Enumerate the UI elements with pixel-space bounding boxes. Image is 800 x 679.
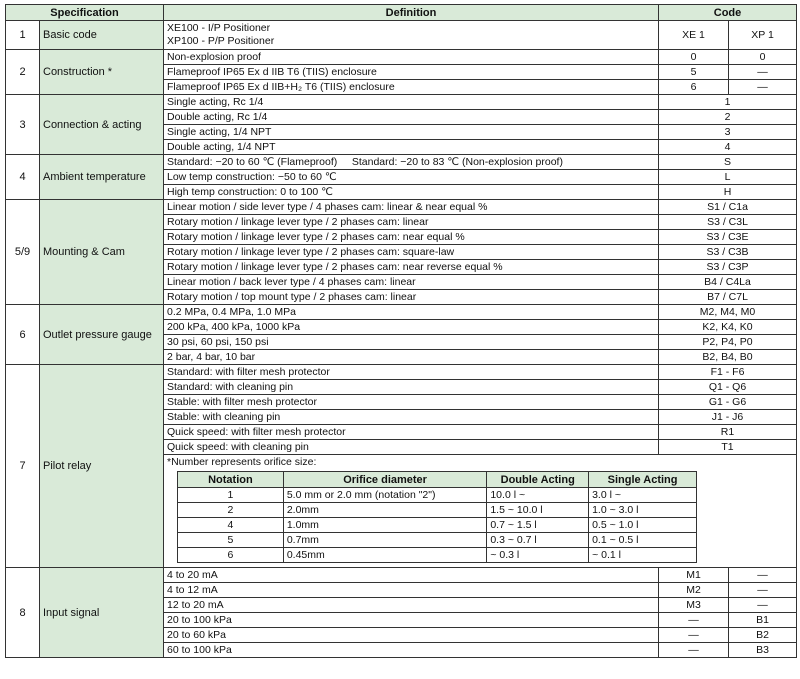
mounting-def: Rotary motion / linkage lever type / 2 phases cam: linear bbox=[164, 215, 659, 230]
outlet-def: 2 bar, 4 bar, 10 bar bbox=[164, 350, 659, 365]
orifice-notation: 5 bbox=[178, 533, 284, 548]
input-xe: — bbox=[659, 628, 729, 643]
header-definition: Definition bbox=[164, 5, 659, 21]
pilot-code: F1 - F6 bbox=[659, 365, 797, 380]
orifice-diameter: 1.0mm bbox=[283, 518, 487, 533]
mounting-number: 5/9 bbox=[6, 200, 40, 305]
input-xp: — bbox=[729, 568, 797, 583]
construction-def: Flameproof IP65 Ex d IIB T6 (TIIS) enclosure bbox=[164, 65, 659, 80]
pilot-code: J1 - J6 bbox=[659, 410, 797, 425]
basic-code-xe: XE 1 bbox=[659, 21, 729, 50]
pilot-code: T1 bbox=[659, 440, 797, 455]
mounting-def: Linear motion / back lever type / 4 phases cam: linear bbox=[164, 275, 659, 290]
input-def: 4 to 12 mA bbox=[164, 583, 659, 598]
outlet-code: K2, K4, K0 bbox=[659, 320, 797, 335]
orifice-header: Notation bbox=[178, 472, 284, 488]
input-xe: M1 bbox=[659, 568, 729, 583]
pilot-note-cell bbox=[164, 455, 797, 568]
orifice-header-row bbox=[178, 472, 697, 488]
connection-def: Single acting, Rc 1/4 bbox=[164, 95, 659, 110]
mounting-def: Linear motion / side lever type / 4 phases cam: linear & near equal % bbox=[164, 200, 659, 215]
construction-xe: 6 bbox=[659, 80, 729, 95]
outlet-code: M2, M4, M0 bbox=[659, 305, 797, 320]
pilot-def: Standard: with filter mesh protector bbox=[164, 365, 659, 380]
connection-def: Double acting, Rc 1/4 bbox=[164, 110, 659, 125]
construction-row bbox=[6, 50, 797, 65]
pilot-code: Q1 - Q6 bbox=[659, 380, 797, 395]
mounting-code: S1 / C1a bbox=[659, 200, 797, 215]
orifice-notation: 6 bbox=[178, 548, 284, 563]
construction-def: Flameproof IP65 Ex d IIB+H₂ T6 (TIIS) enclosure bbox=[164, 80, 659, 95]
outlet-def: 30 psi, 60 psi, 150 psi bbox=[164, 335, 659, 350]
ambient-row bbox=[6, 155, 797, 170]
input-xp: — bbox=[729, 598, 797, 613]
pilot-def: Stable: with filter mesh protector bbox=[164, 395, 659, 410]
input-xe: M3 bbox=[659, 598, 729, 613]
orifice-notation: 4 bbox=[178, 518, 284, 533]
mounting-row bbox=[6, 200, 797, 215]
connection-def: Single acting, 1/4 NPT bbox=[164, 125, 659, 140]
construction-xp: 0 bbox=[729, 50, 797, 65]
connection-code: 4 bbox=[659, 140, 797, 155]
orifice-row bbox=[178, 548, 697, 563]
input-xe: — bbox=[659, 613, 729, 628]
pilot-code: R1 bbox=[659, 425, 797, 440]
pilot-row bbox=[6, 365, 797, 380]
pilot-label: Pilot relay bbox=[40, 365, 164, 568]
mounting-code: S3 / C3E bbox=[659, 230, 797, 245]
pilot-def: Quick speed: with filter mesh protector bbox=[164, 425, 659, 440]
construction-def: Non-explosion proof bbox=[164, 50, 659, 65]
connection-number: 3 bbox=[6, 95, 40, 155]
orifice-diameter: 0.7mm bbox=[283, 533, 487, 548]
input-def: 12 to 20 mA bbox=[164, 598, 659, 613]
header-specification: Specification bbox=[6, 5, 164, 21]
basic-code-row bbox=[6, 21, 797, 50]
input-xe: M2 bbox=[659, 583, 729, 598]
orifice-row bbox=[178, 533, 697, 548]
orifice-header: Orifice diameter bbox=[283, 472, 487, 488]
input-xp: B1 bbox=[729, 613, 797, 628]
basic-code-def-line: XP100 - P/P Positioner bbox=[167, 35, 275, 47]
input-xp: — bbox=[729, 583, 797, 598]
orifice-single: 3.0 l ~ bbox=[589, 488, 697, 503]
connection-def: Double acting, 1/4 NPT bbox=[164, 140, 659, 155]
outlet-number: 6 bbox=[6, 305, 40, 365]
input-row bbox=[6, 568, 797, 583]
header-row bbox=[6, 5, 797, 21]
outlet-def: 200 kPa, 400 kPa, 1000 kPa bbox=[164, 320, 659, 335]
pilot-code: G1 - G6 bbox=[659, 395, 797, 410]
input-def: 4 to 20 mA bbox=[164, 568, 659, 583]
orifice-single: 0.1 ~ 0.5 l bbox=[589, 533, 697, 548]
pilot-number: 7 bbox=[6, 365, 40, 568]
connection-code: 2 bbox=[659, 110, 797, 125]
connection-row bbox=[6, 95, 797, 110]
orifice-row bbox=[178, 518, 697, 533]
input-xp: B2 bbox=[729, 628, 797, 643]
basic-code-xp: XP 1 bbox=[729, 21, 797, 50]
ambient-def: Standard: −20 to 60 ℃ (Flameproof) Standard: −20 to 83 ℃ (Non-explosion proof) bbox=[164, 155, 659, 170]
input-label: Input signal bbox=[40, 568, 164, 658]
basic-code-def-line: XE100 - I/P Positioner bbox=[167, 22, 271, 34]
orifice-row bbox=[178, 488, 697, 503]
mounting-code: B4 / C4La bbox=[659, 275, 797, 290]
mounting-code: S3 / C3L bbox=[659, 215, 797, 230]
orifice-single: 1.0 ~ 3.0 l bbox=[589, 503, 697, 518]
pilot-note: *Number represents orifice size: bbox=[167, 456, 317, 468]
input-number: 8 bbox=[6, 568, 40, 658]
connection-label: Connection & acting bbox=[40, 95, 164, 155]
input-def: 20 to 60 kPa bbox=[164, 628, 659, 643]
input-def: 60 to 100 kPa bbox=[164, 643, 659, 658]
construction-xe: 5 bbox=[659, 65, 729, 80]
connection-code: 3 bbox=[659, 125, 797, 140]
orifice-notation: 2 bbox=[178, 503, 284, 518]
ambient-code: S bbox=[659, 155, 797, 170]
orifice-diameter: 0.45mm bbox=[283, 548, 487, 563]
ambient-label: Ambient temperature bbox=[40, 155, 164, 200]
orifice-diameter: 2.0mm bbox=[283, 503, 487, 518]
ambient-def: Low temp construction: −50 to 60 ℃ bbox=[164, 170, 659, 185]
orifice-double: 0.3 ~ 0.7 l bbox=[487, 533, 589, 548]
orifice-diameter: 5.0 mm or 2.0 mm (notation "2") bbox=[283, 488, 487, 503]
orifice-header: Single Acting bbox=[589, 472, 697, 488]
outlet-def: 0.2 MPa, 0.4 MPa, 1.0 MPa bbox=[164, 305, 659, 320]
construction-xe: 0 bbox=[659, 50, 729, 65]
orifice-table bbox=[177, 471, 697, 563]
mounting-def: Rotary motion / top mount type / 2 phases cam: linear bbox=[164, 290, 659, 305]
construction-label: Construction * bbox=[40, 50, 164, 95]
input-xe: — bbox=[659, 643, 729, 658]
ambient-number: 4 bbox=[6, 155, 40, 200]
pilot-def: Quick speed: with cleaning pin bbox=[164, 440, 659, 455]
mounting-code: B7 / C7L bbox=[659, 290, 797, 305]
construction-xp: — bbox=[729, 65, 797, 80]
pilot-def: Standard: with cleaning pin bbox=[164, 380, 659, 395]
specification-table bbox=[5, 4, 797, 658]
orifice-single: 0.5 ~ 1.0 l bbox=[589, 518, 697, 533]
mounting-def: Rotary motion / linkage lever type / 2 phases cam: near reverse equal % bbox=[164, 260, 659, 275]
outlet-code: B2, B4, B0 bbox=[659, 350, 797, 365]
basic-code-label: Basic code bbox=[40, 21, 164, 50]
basic-code-number: 1 bbox=[6, 21, 40, 50]
basic-code-definition bbox=[164, 21, 659, 50]
pilot-def: Stable: with cleaning pin bbox=[164, 410, 659, 425]
mounting-code: S3 / C3P bbox=[659, 260, 797, 275]
outlet-code: P2, P4, P0 bbox=[659, 335, 797, 350]
orifice-notation: 1 bbox=[178, 488, 284, 503]
connection-code: 1 bbox=[659, 95, 797, 110]
orifice-double: 10.0 l ~ bbox=[487, 488, 589, 503]
orifice-double: 0.7 ~ 1.5 l bbox=[487, 518, 589, 533]
ambient-code: L bbox=[659, 170, 797, 185]
input-xp: B3 bbox=[729, 643, 797, 658]
input-def: 20 to 100 kPa bbox=[164, 613, 659, 628]
mounting-code: S3 / C3B bbox=[659, 245, 797, 260]
outlet-row bbox=[6, 305, 797, 320]
orifice-row bbox=[178, 503, 697, 518]
outlet-label: Outlet pressure gauge bbox=[40, 305, 164, 365]
orifice-double: ~ 0.3 l bbox=[487, 548, 589, 563]
ambient-def: High temp construction: 0 to 100 ℃ bbox=[164, 185, 659, 200]
ambient-code: H bbox=[659, 185, 797, 200]
construction-number: 2 bbox=[6, 50, 40, 95]
mounting-def: Rotary motion / linkage lever type / 2 phases cam: square-law bbox=[164, 245, 659, 260]
orifice-single: ~ 0.1 l bbox=[589, 548, 697, 563]
mounting-def: Rotary motion / linkage lever type / 2 phases cam: near equal % bbox=[164, 230, 659, 245]
orifice-double: 1.5 ~ 10.0 l bbox=[487, 503, 589, 518]
mounting-label: Mounting & Cam bbox=[40, 200, 164, 305]
construction-xp: — bbox=[729, 80, 797, 95]
header-code: Code bbox=[659, 5, 797, 21]
orifice-header: Double Acting bbox=[487, 472, 589, 488]
